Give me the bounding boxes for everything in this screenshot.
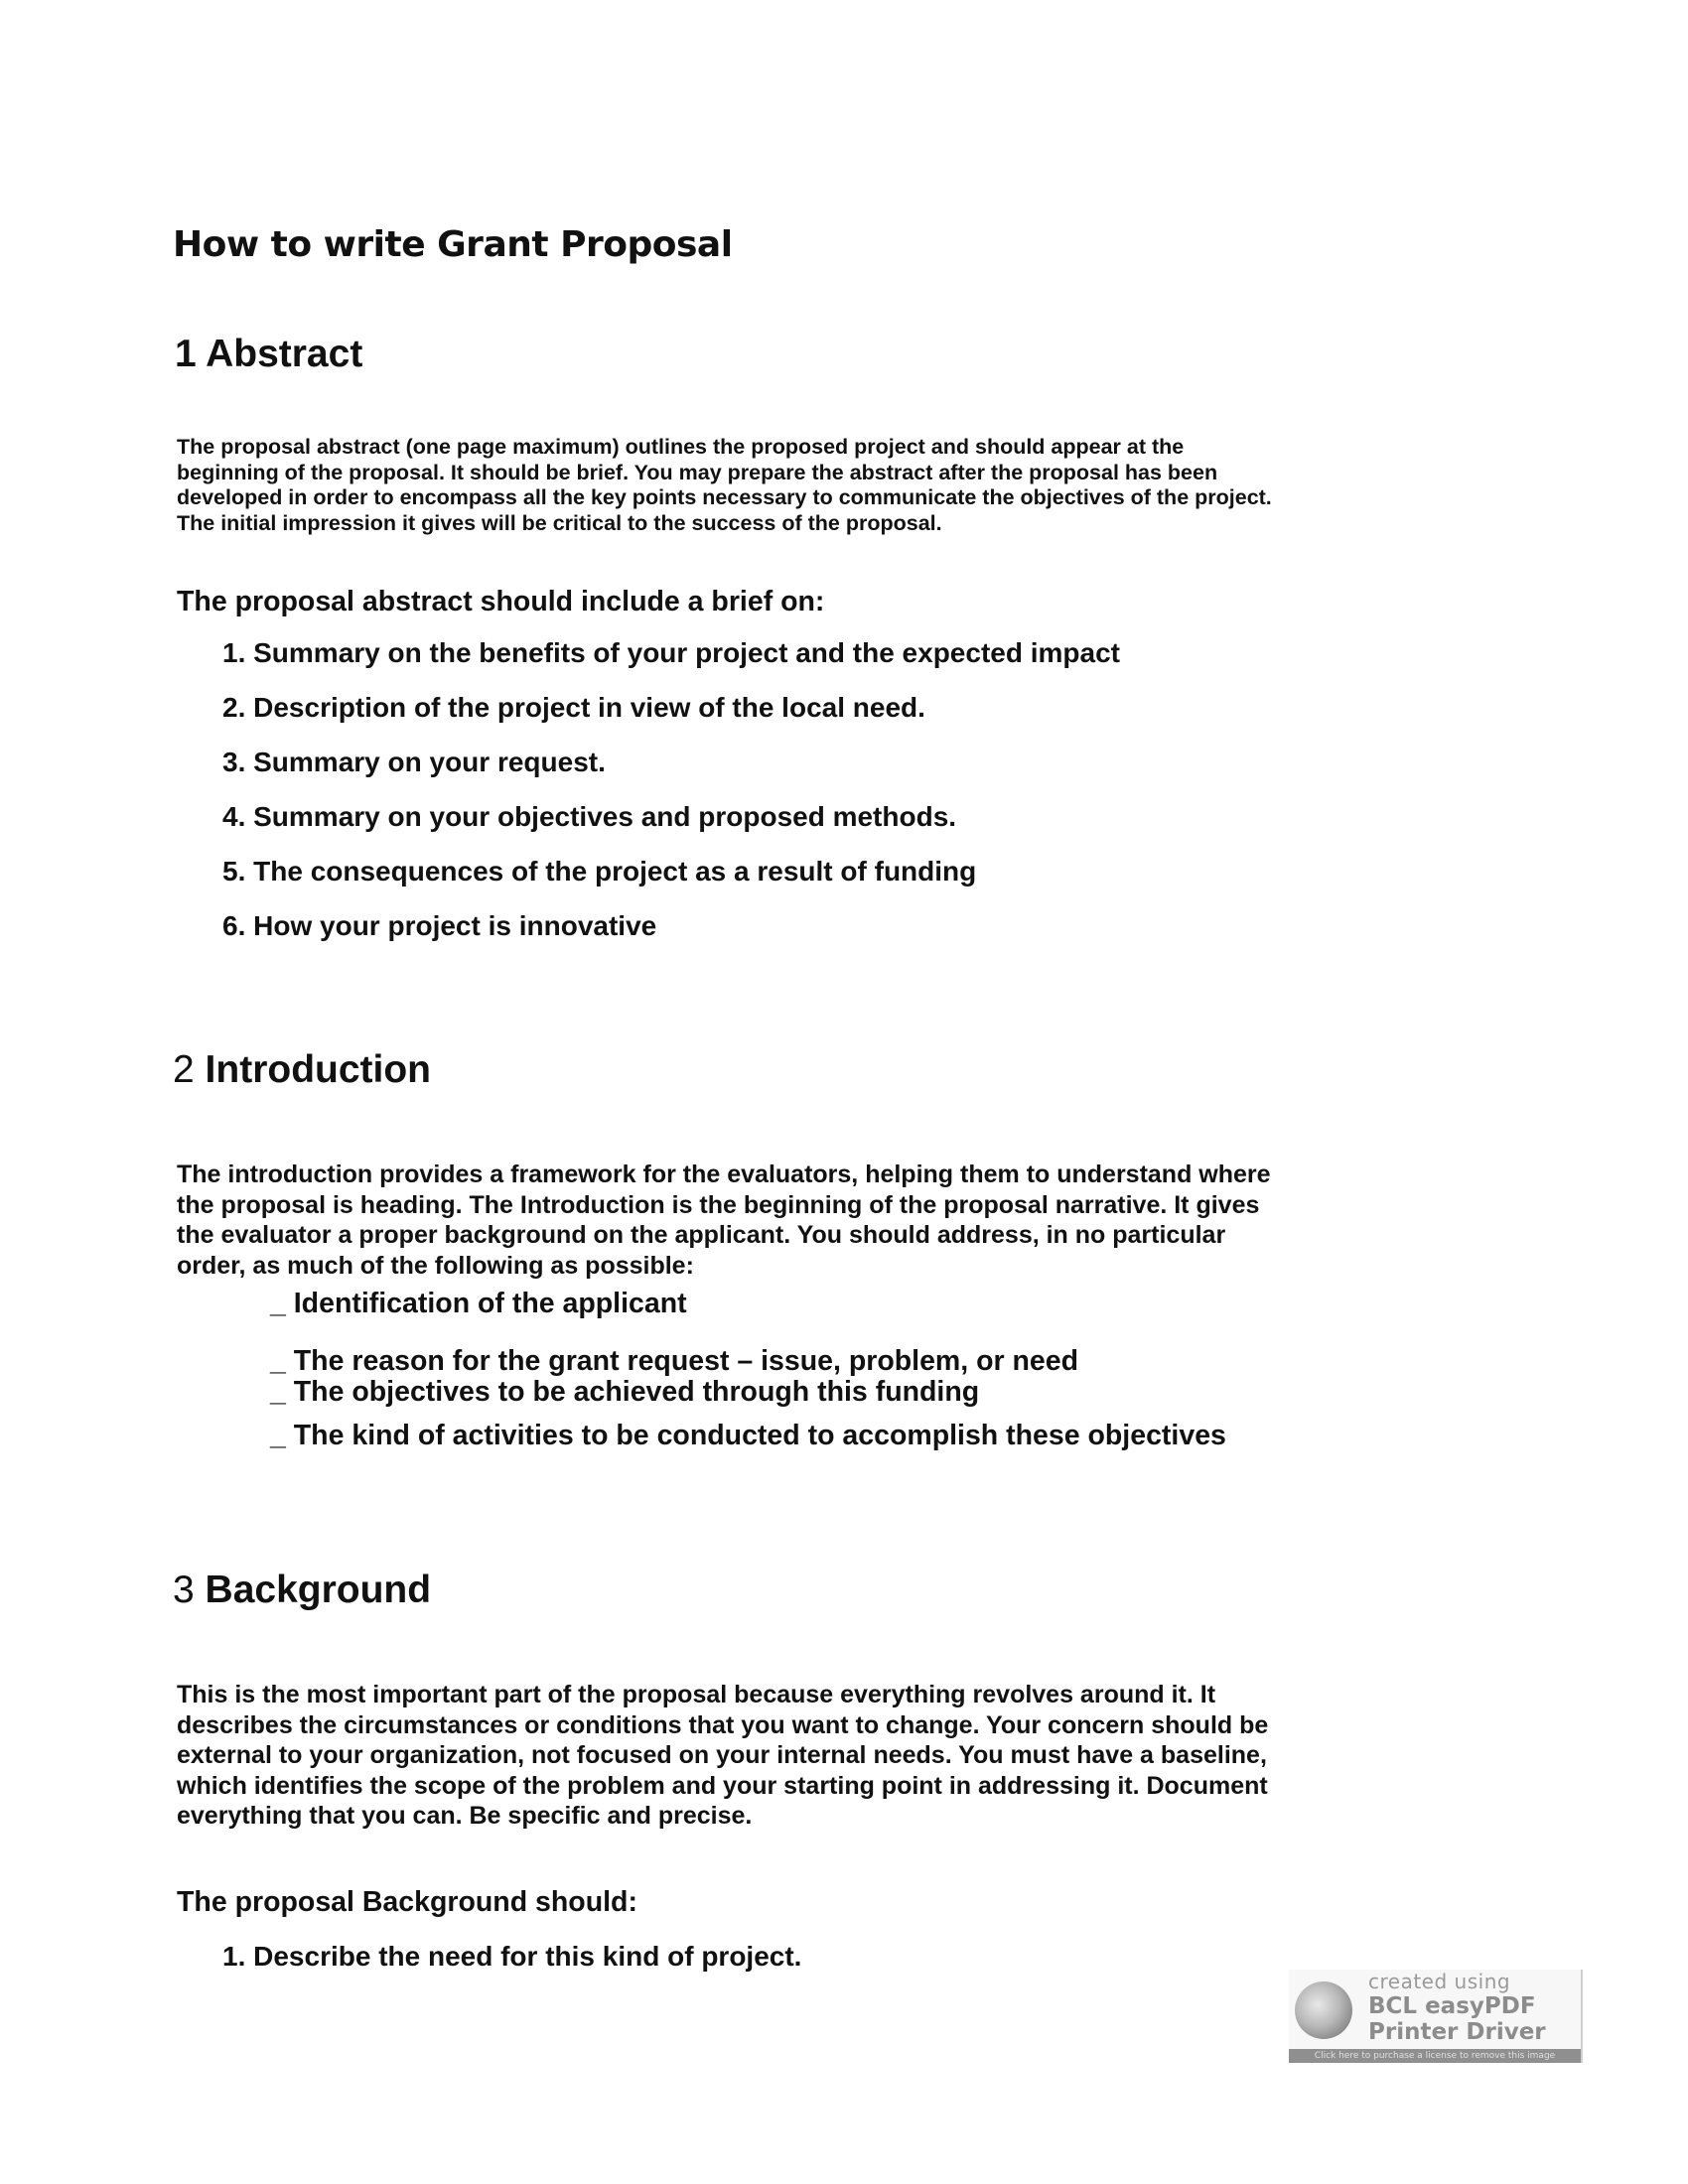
list-item: 2. Description of the project in view of the local need.	[222, 692, 925, 723]
watermark-line: BCL easyPDF	[1368, 1993, 1536, 2019]
section-title: Introduction	[205, 1048, 431, 1091]
watermark-line: created using	[1368, 1970, 1511, 1993]
pdf-driver-watermark[interactable]	[1289, 1970, 1583, 2063]
section-heading-introduction	[173, 1048, 431, 1092]
watermark-line: Printer Driver	[1368, 2019, 1546, 2045]
section-number: 2	[173, 1048, 195, 1091]
list-item: _ Identification of the applicant	[270, 1288, 687, 1319]
section-heading-abstract	[175, 333, 362, 376]
introduction-paragraph: The introduction provides a framework for the evaluators, helping them to understand where the proposal is heading. The Introduction is the beginning of the proposal narrative. It gives the evaluator a proper background on the applicant. You should address, in no particular order, as much of the following as possible:	[177, 1160, 1271, 1280]
list-item: 1. Summary on the benefits of your project and the expected impact	[222, 637, 1120, 668]
list-item: _ The objectives to be achieved through this funding	[270, 1376, 980, 1408]
abstract-lead: The proposal abstract should include a brief on:	[177, 586, 825, 617]
list-item: 3. Summary on your request.	[222, 747, 606, 777]
list-item: _ The reason for the grant request – issue, problem, or need	[270, 1345, 1079, 1377]
section-title: Background	[205, 1569, 432, 1611]
section-heading-background	[173, 1569, 431, 1612]
background-lead: The proposal Background should:	[177, 1886, 637, 1918]
abstract-paragraph: The proposal abstract (one page maximum) outlines the proposed project and should appear at the beginning of the proposal. It should be brief. You may prepare the abstract after the proposal has been developed in order to encompass all the key points necessary to communicate the objectives of the project. The initial impression it gives will be critical to the success of the proposal.	[177, 435, 1272, 535]
printer-logo-icon	[1295, 1981, 1352, 2039]
watermark-license-link[interactable]: Click here to purchase a license to remove this image	[1289, 2049, 1581, 2063]
list-item: 5. The consequences of the project as a result of funding	[222, 856, 977, 887]
list-item: 6. How your project is innovative	[222, 910, 657, 941]
background-paragraph: This is the most important part of the proposal because everything revolves around it. It describes the circumstances or conditions that you want to change. Your concern should be external to your organization, not focused on your internal needs. You must have a baseline, which identifies the scope of the problem and your starting point in addressing it. Document everything that you can. Be specific and precise.	[177, 1681, 1269, 1830]
section-title: Abstract	[206, 333, 363, 375]
list-item: 1. Describe the need for this kind of project.	[222, 1941, 802, 1972]
section-number: 3	[173, 1569, 195, 1611]
list-item: 4. Summary on your objectives and proposed methods.	[222, 801, 957, 832]
section-number: 1	[175, 333, 197, 375]
list-item: _ The kind of activities to be conducted to accomplish these objectives	[270, 1420, 1226, 1451]
document-title: How to write Grant Proposal	[173, 224, 733, 265]
